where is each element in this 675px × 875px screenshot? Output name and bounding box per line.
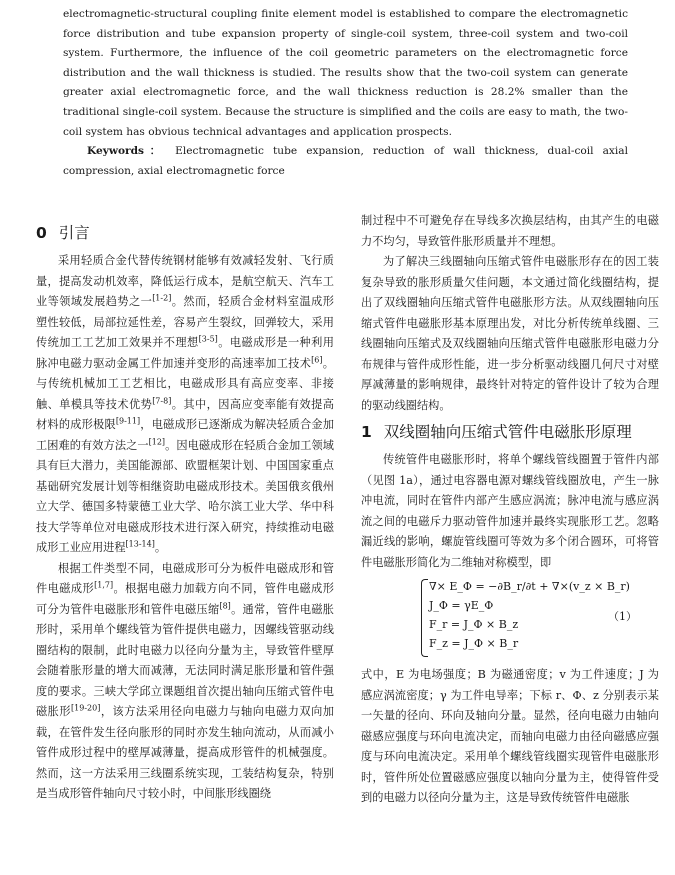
section-0-heading xyxy=(36,221,334,245)
text-run: 。通常，管件电磁胀形时，采用单个螺线管为管件提供电磁力，因螺线管驱动线圈结构的限制，此时电磁力以径向分量为主，导致管件壁厚会随着胀形量的增大而减薄，无法同时满足胀形量和管件强度的要求。三峡大学邱立课题组首次提出轴向压缩式管件电磁胀形 xyxy=(36,602,334,718)
text-run: 。根据电磁力加载方向不同，管件电磁成形可分为管件电磁胀形和管件电磁压缩 xyxy=(36,582,334,616)
intro-paragraph-2 xyxy=(36,559,334,805)
text-run: 。然而，轻质合金材料室温成形塑性较低，局部拉延性差，容易产生裂纹，回弹较大，采用传统加工工艺加工效果并不理想 xyxy=(36,295,334,349)
text-run: 。 xyxy=(154,541,167,554)
keywords-label: Keywords： xyxy=(87,145,167,158)
text-run: ，该方法采用径向电磁力与轴向电磁力双向加载，在管件发生径向胀形的同时亦发生轴向流动，从而减小管件成形过程中的壁厚减薄量，提高成形管件的机械强度。然而，这一方法采用三线圈系统实现，工装结构复杂，特别是当成形管件轴向尺寸较小时，中间胀形线圈绕 xyxy=(36,705,334,800)
keywords-line xyxy=(63,142,628,181)
section-0-title: 引言 xyxy=(58,224,90,242)
citation: [13-14] xyxy=(125,539,155,549)
equation-line-2: J_Φ = γE_Φ xyxy=(429,599,494,612)
text-run: 。因电磁成形在轻质合金加工领域具有巨大潜力，美国能源部、欧盟框架计划、中国国家重点基础研究发展计划等相继资助电磁成形技术。美国俄亥俄州立大学、德国多特蒙德工业大学、哈尔滨工业大学、华中科技大学等单位对电磁成形技术进行深入研究，持续推动电磁成形工业应用进程 xyxy=(36,438,334,554)
equation-line-3: F_r = J_Φ × B_z xyxy=(429,618,519,631)
text-run: 。电磁成形是一种利用脉冲电磁力驱动金属工件加速并变形的高速率加工技术 xyxy=(36,336,334,370)
left-column xyxy=(36,211,334,805)
keywords-text: Electromagnetic tube expansion, reduction of wall thickness, dual-coil axial compression, axial electromagnetic force xyxy=(63,145,628,177)
right-column xyxy=(361,211,659,809)
equation-1 xyxy=(361,577,659,657)
abstract-text: electromagnetic-structural coupling finite element model is established to compare the electromagnetic force distribution and tube expansion property of single-coil system, three-coil system and two-coil system. Furthermore, the influence of the coil geometric parameters on the electromagnetic force distribution and the wall thickness is studied. The results show that the two-coil system can generate greater axial electromagnetic force, and the wall thickness reduction is 28.2% smaller than the traditional single-coil system. Because the structure is simplified and the coils are easy to math, the two-coil system has obvious technical advantages and application prospects. xyxy=(63,8,628,138)
right-paragraph-1: 为了解决三线圈轴向压缩式管件电磁胀形存在的因工装复杂导致的胀形质量欠佳问题，本文通过简化线圈结构，提出了双线圈轴向压缩式管件电磁胀形方法。从双线圈轴向压缩式管件电磁胀形基本原理出发，对比分析传统单线圈、三线圈轴向压缩式及双线圈轴向压缩式管件电磁胀形电磁力分布规律与管件成形性能，进一步分析驱动线圈几何尺寸对壁厚减薄量的影响规律，最终针对特定的管件设计了较为合理的驱动线圈结构。 xyxy=(361,255,659,412)
section-1-heading xyxy=(361,420,659,444)
intro-paragraph-1 xyxy=(36,251,334,559)
equation-number: （1） xyxy=(608,610,637,623)
citation: [8] xyxy=(219,600,231,610)
citation: [9-11] xyxy=(115,416,141,426)
citation: [1-2] xyxy=(152,293,172,303)
abstract-block xyxy=(63,5,628,181)
citation: [3-5] xyxy=(198,334,218,344)
text-run: 根据工件类型不同，电磁成形可分为板件电磁成形和管件电磁成形 xyxy=(36,561,334,595)
section-1-title: 双线圈轴向压缩式管件电磁胀形原理 xyxy=(383,423,632,441)
right-paragraph-0: 制过程中不可避免存在导线多次换层结构，由其产生的电磁力不均匀，导致管件胀形质量并不理想。 xyxy=(361,214,659,248)
text-run: ，电磁成形已逐渐成为解决轻质合金加工困难的有效方法之一 xyxy=(36,418,334,452)
principle-paragraph: 传统管件电磁胀形时，将单个螺线管线圈置于管件内部（见图 1a），通过电容器电源对螺线管线圈放电，产生一脉冲电流，同时在管件内部产生感应涡流；脉冲电流与感应涡流之间的电磁斥力驱动管件加速并最终实现胀形工艺。忽略漏近线的影响，螺旋管线圈可等效为多个闭合圆环，可将管件电磁胀形简化为二维轴对称模型，即 xyxy=(361,453,659,569)
citation: [6] xyxy=(311,354,323,364)
equation-line-4: F_z = J_Φ × B_r xyxy=(429,637,519,650)
symbol-definitions-paragraph: 式中，E 为电场强度；B 为磁通密度；v 为工件速度；J 为感应涡流密度；γ 为工件电导率；下标 r、Φ、z 分别表示某一矢量的径向、环向及轴向分量。显然，径向电磁力由轴向磁感应强度与环向电流决定，而轴向电磁力由径向磁感应强度与环向电流决定。采用单个螺线管线圈实现管件电磁胀形时，管件所处位置磁感应强度以轴向分量为主，使得管件受到的电磁力以径向分量为主，这是导致传统管件电磁胀 xyxy=(361,668,659,804)
citation: [19-20] xyxy=(71,703,101,713)
section-0-number: 0 xyxy=(36,224,47,242)
equation-brace xyxy=(421,579,428,657)
citation: [1,7] xyxy=(94,580,114,590)
equation-line-1: ∇× E_Φ = −∂B_r/∂t + ∇×(v_z × B_r) xyxy=(429,580,630,593)
text-run: 采用轻质合金代替传统钢材能够有效减轻发射、飞行质量，提高发动机效率，降低运行成本，是航空航天、汽车工业等领域发展趋势之一 xyxy=(36,254,334,308)
equation-lines xyxy=(429,577,630,653)
section-1-number: 1 xyxy=(361,423,372,441)
text-run: 。其中，因高应变率能有效提高材料的成形极限 xyxy=(36,397,334,431)
text-run: 。与传统机械加工工艺相比，电磁成形具有高应变率、非接触、单模具等技术优势 xyxy=(36,356,334,411)
citation: [7-8] xyxy=(152,395,172,405)
citation: [12] xyxy=(148,436,166,446)
